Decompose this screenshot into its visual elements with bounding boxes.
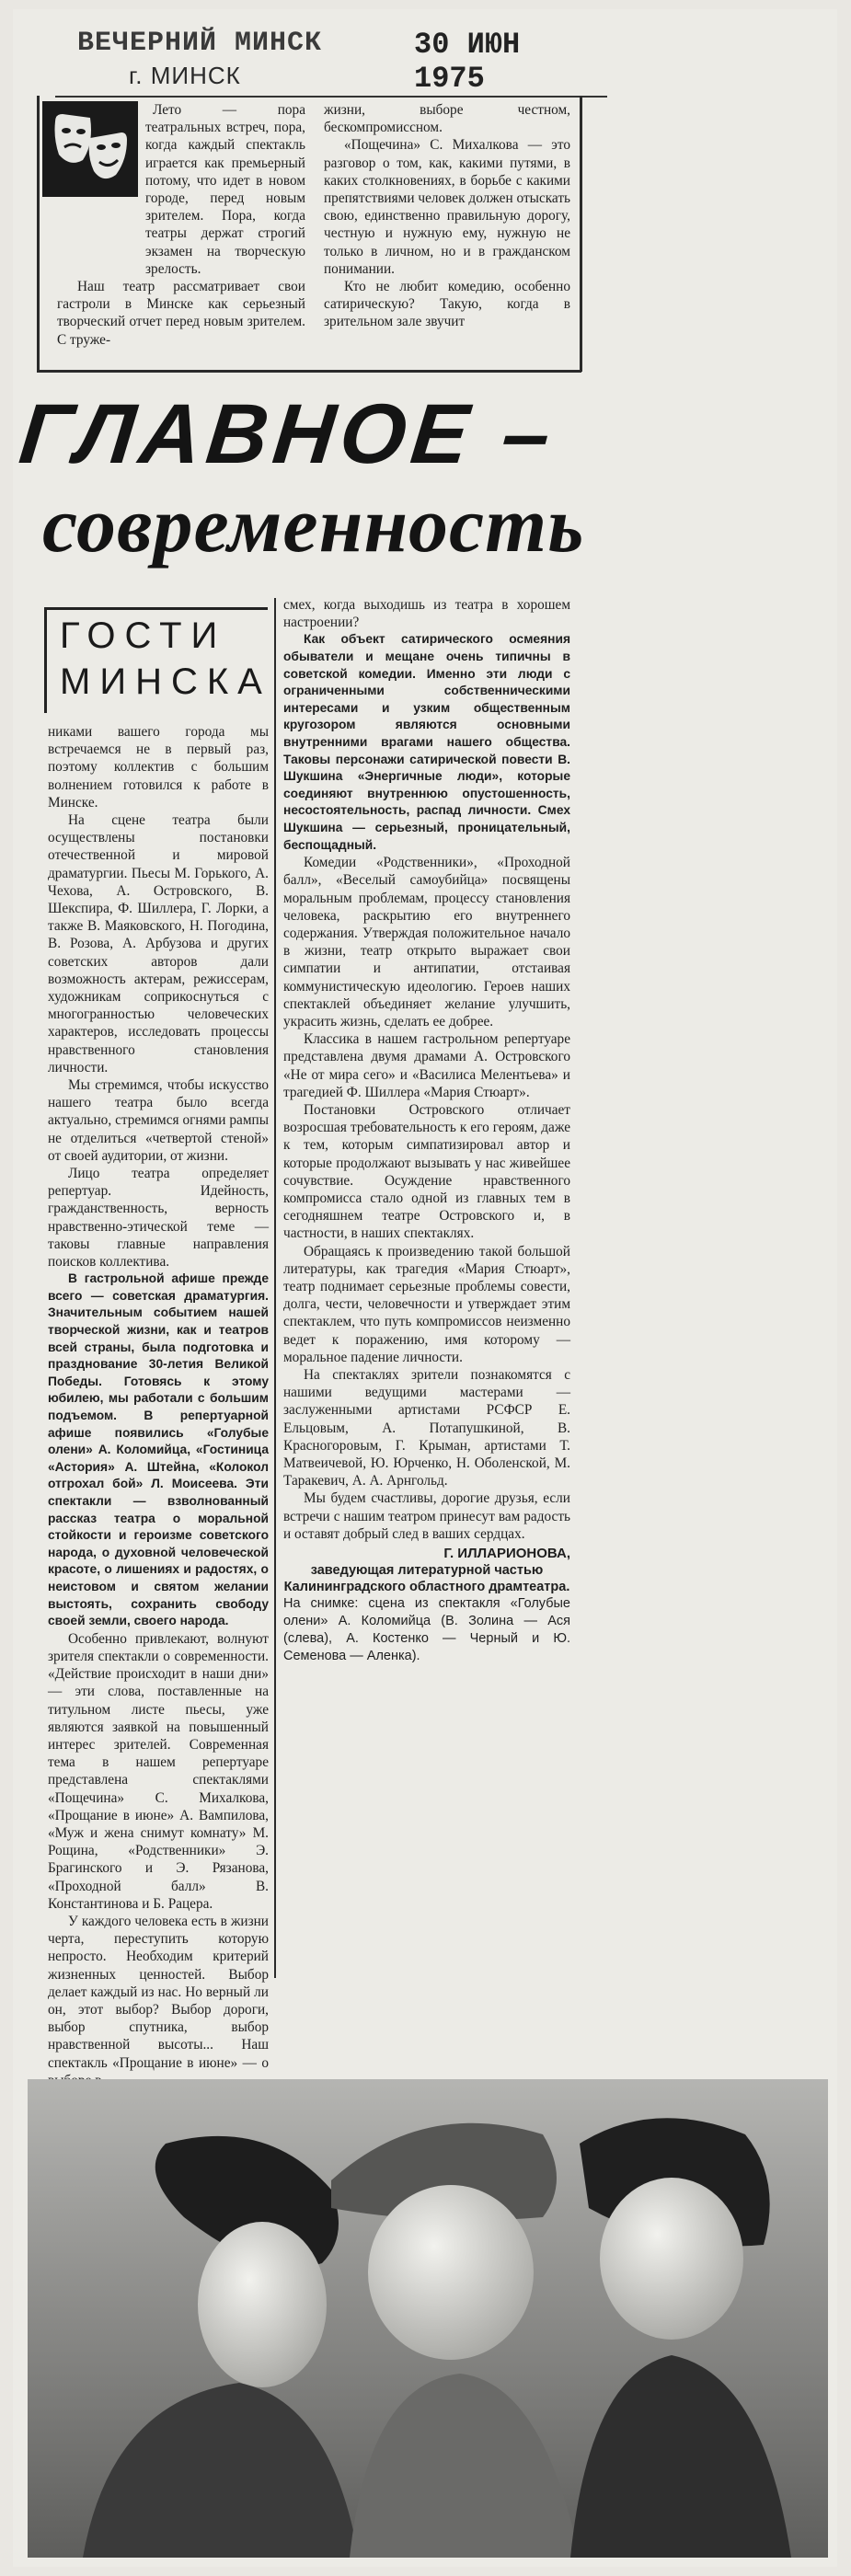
article-paragraph: На спектаклях зрители познакомятся с нашими ведущими мастерами — заслуженными артистами РСФСР Е. Ельцовым, А. Потапушкиной, В. Красногоровым, Г. Крыман, артистами Т. Матвеичевой, Ю. Юрченко, Н. Оболенской, М. Таракевич, А. А. Арнгольд.	[283, 1367, 570, 1489]
column-divider	[274, 598, 276, 1978]
masthead-rule	[55, 96, 607, 98]
article-bold-paragraph: Как объект сатирического осмеяния обыватели и мещане очень типичны в советской комедии. Именно эти люди с ограниченными собственническими интересами и узким общественным кругозором являются основными внутренними врагами нашего общества. Таковы персонажи сатирической повести В. Шукшина «Энергичные люди», которые соединяют внутреннюю опустошенность, несостоятельность, распад личности. Смех Шукшина — серьезный, проницательный, беспощадный.	[283, 632, 570, 852]
article-paragraph: На сцене театра были осуществлены постановки отечественной и мировой драматургии. Пьесы М. Горького, А. Чехова, А. Островского, В. Шекспира, Ф. Шиллера, Г. Лорки, а также В. Маяковского, Н. Погодина, В. Розова, А. Арбузова и других советских авторов дали возможность актерам, режиссерам, художникам соприкоснуться с многогранностью человеческих характеров, исследовать процессы нравственного становления личности.	[48, 812, 269, 1075]
article-paragraph: Классика в нашем гастрольном репертуаре представлена двумя драмами А. Островского «Не от мира сего» и «Василиса Мелентьева» и трагедией Ф. Шиллера «Мария Стюарт».	[283, 1031, 570, 1100]
article-paragraph: Особенно привлекают, волнуют зрителя спектакли о современности. «Действие происходит в наши дни» — эти слова, поставленные на титульном листе пьесы, уже являются заявкой на повышенный интерес зрителей. Современная тема в нашем репертуаре представлена спектаклями «Пощечина» С. Михалкова, «Прощание в июне» А. Вампилова, «Муж и жена снимут комнату» М. Рощина, «Родственники» Э. Брагинского и Э. Рязанова, «Проходной балл» В. Константинова и Б. Рацера.	[48, 1630, 269, 1912]
article-paragraph: Мы стремимся, чтобы искусство нашего театра было всегда актуально, стремимся огнями рампы не отделиться «четвертой стеной» от своей аудитории, от жизни.	[48, 1077, 269, 1164]
article-paragraph: Обращаясь к произведению такой большой литературы, как трагедия «Мария Стюарт», театр поднимает серьезные проблемы совести, долга, чести, человечности и утверждает этим спектаклем, что путь компромиссов неизменно ведет к поражению, имя которому — моральное падение личности.	[283, 1243, 570, 1365]
intro-paragraph: жизни, выборе честном, бескомпромиссном.	[324, 102, 570, 136]
author-role: заведующая литературной частью Калининградского областного драмтеатра.	[283, 1563, 570, 1595]
newspaper-name: ВЕЧЕРНИЙ МИНСК	[77, 28, 323, 59]
rubric-box	[44, 607, 271, 713]
intro-paragraph: «Пощечина» С. Михалкова — это разговор о том, как, какими путями, в каких столкновениях, в борьбе с какими препятствиями человек должен отыскать свою, единственно правильную дорогу, честную и нужную ему, нужную не только в личном, но и в гражданском понимании.	[324, 137, 570, 277]
date-stamp: 30 ИЮН 1975	[414, 28, 521, 96]
article-paragraph: Комедии «Родственники», «Проходной балл», «Веселый самоубийца» посвящены моральным проблемам, процессу становления человека, раскрытию его внутреннего содержания. Утверждая положительное начало в жизни, театр открыто выражает свои симпатии и антипатии, отстаивая коммунистическую идеологию. Героев наших спектаклей объединяет желание улучшить, украсить жизнь, сделать ее добрее.	[283, 855, 570, 1029]
intro-paragraph: Наш театр рассматривает свои гастроли в Минске как серьезный творческий отчет перед новым зрителем. С труже-	[57, 279, 305, 348]
intro-column-1	[57, 101, 305, 349]
headline-line-2: современность	[42, 480, 585, 569]
right-column	[283, 596, 570, 1665]
article-paragraph: Мы будем счастливы, дорогие друзья, если встречи с нашим театром принесут вам радость и оставят добрый след в ваших сердцах.	[283, 1490, 570, 1542]
intro-frame-right	[580, 96, 582, 372]
headline-line-1: ГЛАВНОЕ –	[15, 387, 560, 481]
photo-caption: На снимке: сцена из спектакля «Голубые олени» А. Коломийца (В. Золина — Ася (слева), А. Костенко — Черный и Ю. Семенова — Аленка).	[283, 1596, 570, 1664]
rubric-line-1: ГОСТИ	[60, 615, 227, 656]
article-paragraph: У каждого человека есть в жизни черта, переступить которую непросто. Необходим критерий жизненных ценностей. Выбор делает каждый из нас. Но верный ли он, этот выбор? Выбор дороги, выбор спутника, выбор нравственной высоты... Наш спектакль «Прощание в июне» — о	[48, 1914, 269, 2071]
article-paragraph: Лицо театра определяет репертуар. Идейность, гражданственность, верность нравственно-этической теме — таковы главные направления поисков коллектива.	[48, 1166, 269, 1271]
intro-column-2	[324, 101, 570, 331]
intro-frame-left	[37, 96, 40, 372]
newspaper-city: г. МИНСК	[129, 62, 241, 89]
intro-frame-bottom	[37, 370, 581, 373]
left-column	[48, 723, 269, 2089]
article-paragraph: Постановки Островского отличает возросшая требовательность к его героям, даже к тем, которым симпатизировал автор и которые продолжают вызывать у нас живейшее сочувствие. Осуждение нравственного компромисса стало одной из главных тем в сегодняшнем театре Островского и, в частности, в наших спектаклях.	[283, 1101, 570, 1242]
article-paragraph: никами вашего города мы встречаемся не в первый раз, поэтому коллектив с большим волнением готовился к работе в Минске.	[48, 724, 269, 811]
article-bold-paragraph: В гастрольной афише прежде всего — советская драматургия. Значительным событием нашей творческой жизни, как и театров всей страны, была подготовка и празднование 30-летия Великой Победы. Готовясь к этому юбилею, мы работали с большим подъемом. В репертуарной афише появились «Голубые олени» А. Коломийца, «Гостиница «Астория» А. Штейна, «Колокол отгрохал бой» Л. Моисеева. Эти спектакли — взволнованный рассказ театра о моральной стойкости и героизме советского народа, о духовной человеческой красоте, о лишениях и радостях, о неистовом и святом желании выстоять, сохранить свободу своей земли, своего народа.	[48, 1271, 269, 1628]
rubric-line-2: МИНСКА	[60, 661, 271, 702]
author-signature: Г. ИЛЛАРИОНОВА,	[443, 1546, 570, 1562]
intro-paragraph: Кто не любит комедию, особенно сатирическую? Такую, когда в зрительном зале звучит	[324, 279, 570, 330]
article-paragraph: смех, когда выходишь из театра в хорошем настроении?	[283, 597, 570, 631]
intro-paragraph: Лето — пора театральных встреч, пора, когда каждый спектакль играется как премьерный потому, что идет в новом городе, перед новым зрителем. Пора, когда театры держат строгий экзамен на творческую зрелость.	[145, 102, 305, 277]
masthead	[55, 20, 589, 94]
scene-photo	[28, 2079, 828, 2558]
